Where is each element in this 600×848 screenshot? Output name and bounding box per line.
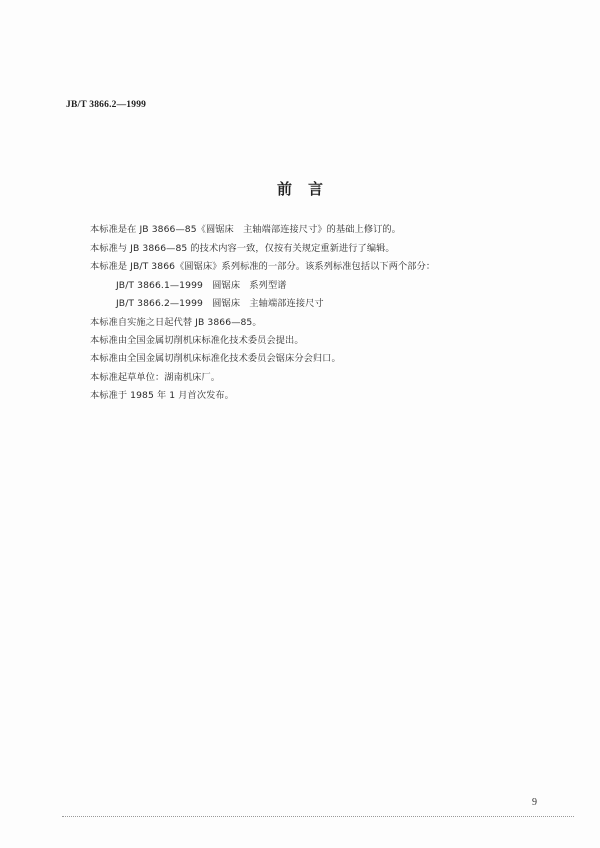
paragraph-administered-by: 本标准由全国金属切削机床标准化技术委员会锯床分会归口。 bbox=[90, 353, 341, 364]
paragraph-proposed-by: 本标准由全国金属切削机床标准化技术委员会提出。 bbox=[90, 335, 304, 346]
paragraph-drafting-unit: 本标准起草单位：湖南机床厂。 bbox=[90, 372, 221, 383]
series-part-1: JB/T 3866.1—1999 圆锯床 系列型谱 bbox=[116, 280, 287, 291]
footer-divider bbox=[62, 816, 574, 817]
page-title: 前言 bbox=[276, 180, 339, 198]
paragraph-first-issued: 本标准于 1985 年 1 月首次发布。 bbox=[90, 390, 234, 401]
page-number: 9 bbox=[532, 797, 537, 808]
standard-code: JB/T 3866.2—1999 bbox=[66, 100, 147, 110]
series-part-2: JB/T 3866.2—1999 圆锯床 主轴端部连接尺寸 bbox=[116, 298, 324, 309]
paragraph-revision-basis: 本标准是在 JB 3866—85《圆锯床 主轴端部连接尺寸》的基础上修订的。 bbox=[90, 224, 401, 235]
paragraph-replaces: 本标准自实施之日起代替 JB 3866—85。 bbox=[90, 317, 262, 328]
paragraph-series-intro: 本标准是 JB/T 3866《圆锯床》系列标准的一部分。该系列标准包括以下两个部分： bbox=[90, 261, 436, 272]
paragraph-technical-content: 本标准与 JB 3866—85 的技术内容一致，仅按有关规定重新进行了编辑。 bbox=[90, 243, 395, 254]
